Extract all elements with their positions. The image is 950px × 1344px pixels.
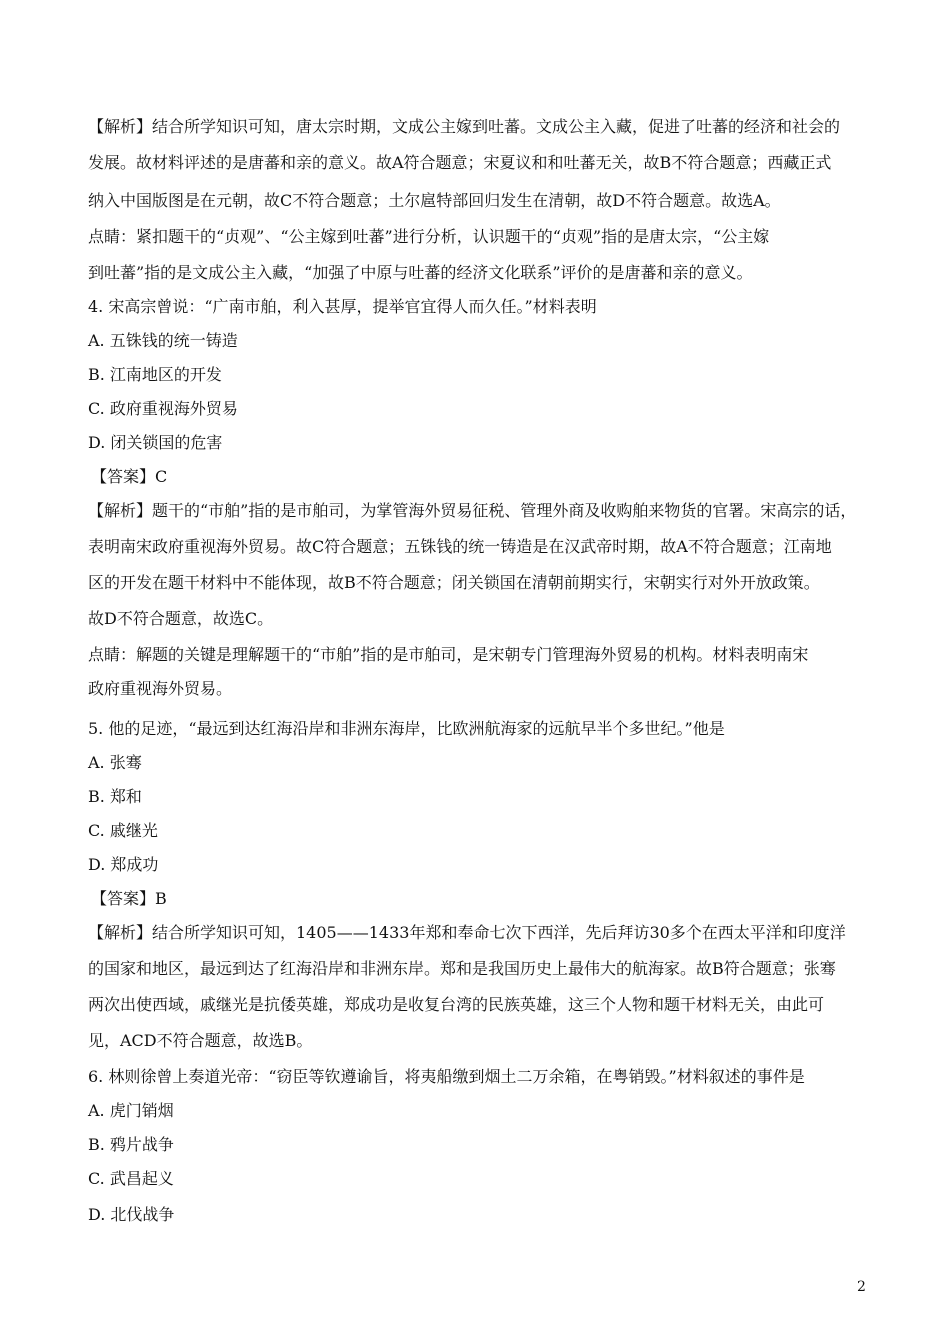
page-number: 2 [857, 1279, 866, 1295]
text-line: C. 政府重视海外贸易 [88, 399, 238, 418]
text-line: 点睛：解题的关键是理解题干的“市舶”指的是市舶司，是宋朝专门管理海外贸易的机构。材料表明南宋 [88, 645, 809, 664]
text-line: 纳入中国版图是在元朝，故C不符合题意；土尔扈特部回归发生在清朝，故D不符合题意。故选A。 [88, 191, 781, 210]
text-line: 【解析】结合所学知识可知，1405——1433年郑和奉命七次下西洋，先后拜访30多个在西太平洋和印度洋 [88, 923, 846, 942]
text-line: B. 鸦片战争 [88, 1135, 174, 1154]
text-line: 点睛：紧扣题干的“贞观”、“公主嫁到吐蕃”进行分析，认识题干的“贞观”指的是唐太宗，“公主嫁 [88, 227, 770, 246]
text-line: 【解析】题干的“市舶”指的是市舶司，为掌管海外贸易征税、管理外商及收购舶来物货的官署。宋高宗的话， [88, 501, 857, 520]
text-line: 【解析】结合所学知识可知，唐太宗时期，文成公主嫁到吐蕃。文成公主入藏，促进了吐蕃的经济和社会的 [88, 117, 841, 136]
text-line: B. 江南地区的开发 [88, 365, 222, 384]
text-line: 【答案】C [91, 467, 168, 486]
text-line: A. 五铢钱的统一铸造 [88, 331, 238, 350]
text-line: 的国家和地区，最远到达了红海沿岸和非洲东岸。郑和是我国历史上最伟大的航海家。故B符合题意；张骞 [88, 959, 836, 978]
text-line: 故D不符合题意，故选C。 [88, 609, 274, 628]
text-line: 两次出使西域，戚继光是抗倭英雄，郑成功是收复台湾的民族英雄，这三个人物和题干材料无关，由此可 [88, 995, 825, 1014]
text-line: B. 郑和 [88, 787, 142, 806]
text-line: D. 闭关锁国的危害 [88, 433, 223, 452]
text-line: 5. 他的足迹，“最远到达红海沿岸和非洲东海岸，比欧洲航海家的远航早半个多世纪。”他是 [88, 719, 725, 738]
text-line: 见，ACD不符合题意，故选B。 [88, 1031, 313, 1050]
text-line: C. 戚继光 [88, 821, 158, 840]
text-line: 区的开发在题干材料中不能体现，故B不符合题意；闭关锁国在清朝前期实行，宋朝实行对外开放政策。 [88, 573, 820, 592]
text-line: 4. 宋高宗曾说：“广南市舶，利入甚厚，提举官宜得人而久任。”材料表明 [88, 297, 597, 316]
text-line: 【答案】B [91, 889, 167, 908]
text-line: A. 虎门销烟 [88, 1101, 174, 1120]
text-line: 表明南宋政府重视海外贸易。故C符合题意；五铢钱的统一铸造是在汉武帝时期，故A不符合题意；江南地 [88, 537, 832, 556]
text-line: 发展。故材料评述的是唐蕃和亲的意义。故A符合题意；宋夏议和和吐蕃无关，故B不符合题意；西藏正式 [88, 153, 832, 172]
text-line: D. 郑成功 [88, 855, 159, 874]
text-line: 政府重视海外贸易。 [88, 679, 233, 698]
text-line: 6. 林则徐曾上奏道光帝：“窃臣等钦遵谕旨，将夷船缴到烟土二万余箱，在粤销毁。”材料叙述的事件是 [88, 1067, 805, 1086]
text-line: 到吐蕃”指的是文成公主入藏，“加强了中原与吐蕃的经济文化联系”评价的是唐蕃和亲的意义。 [88, 263, 753, 282]
text-line: A. 张骞 [88, 753, 142, 772]
text-line: D. 北伐战争 [88, 1205, 175, 1224]
text-line: C. 武昌起义 [88, 1169, 174, 1188]
